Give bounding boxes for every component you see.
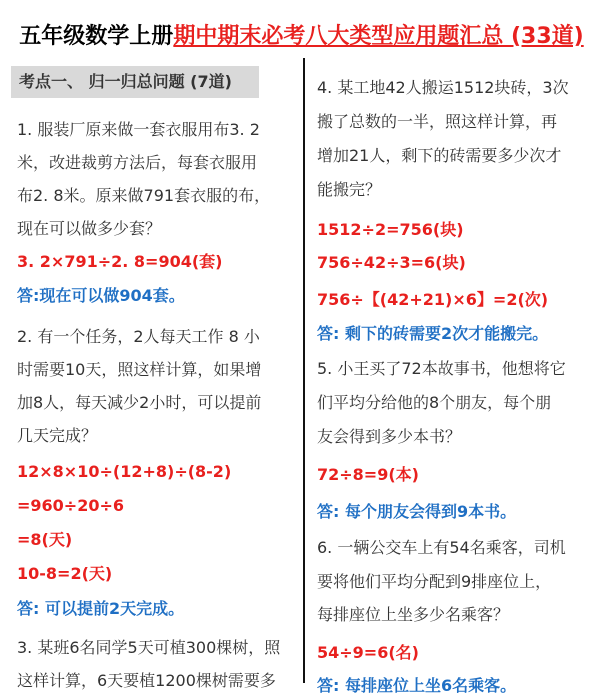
left-line-ans: 答:现在可以做904套。	[17, 286, 185, 305]
left-line-q: 现在可以做多少套？	[17, 219, 162, 238]
title-topic: 期中期末必考八大类型应用题汇总 (33道)	[173, 24, 584, 49]
page-title	[0, 22, 603, 52]
right-line-q: 要将他们平均分配到9排座位上，	[317, 572, 552, 591]
right-line-ans: 答: 每个朋友会得到9本书。	[317, 502, 517, 521]
right-line-q: 能搬完？	[317, 180, 382, 199]
left-line-q: 布2. 8米。原来做791套衣服的布，	[17, 186, 271, 205]
right-line-ans: 答: 剩下的砖需要2次才能搬完。	[317, 324, 549, 343]
section-heading: 考点一、 归一归总问题 (7道)	[11, 66, 259, 98]
right-line-calc: 1512÷2=756(块)	[317, 220, 464, 239]
left-line-ans: 答: 可以提前2天完成。	[17, 599, 185, 618]
right-line-q: 友会得到多少本书？	[317, 427, 462, 446]
left-line-q: 2. 有一个任务，2人每天工作 8 小	[17, 327, 260, 346]
right-line-calc: 72÷8=9(本)	[317, 465, 419, 484]
right-line-q: 们平均分给他的8个朋友，每个朋	[317, 393, 552, 412]
left-line-q: 几天完成？	[17, 426, 98, 445]
right-line-q: 搬了总数的一半，照这样计算，再	[317, 112, 558, 131]
right-line-q: 每排座位上坐多少名乘客？	[317, 605, 510, 624]
title-grade: 五年级数学上册	[19, 24, 174, 49]
left-line-calc: 3. 2×791÷2. 8=904(套)	[17, 252, 223, 271]
column-divider	[303, 58, 305, 683]
left-line-q: 时需要10天，照这样计算，如果增	[17, 360, 262, 379]
left-line-calc: =960÷20÷6	[17, 496, 125, 515]
right-line-q: 6. 一辆公交车上有54名乘客，司机	[317, 538, 566, 557]
left-line-calc: 12×8×10÷(12+8)÷(8-2)	[17, 462, 232, 481]
right-line-q: 5. 小王买了72本故事书，他想将它	[317, 359, 566, 378]
right-line-q: 4. 某工地42人搬运1512块砖，3次	[317, 78, 569, 97]
right-line-q: 增加21人，剩下的砖需要多少次才	[317, 146, 562, 165]
left-line-q: 3. 某班6名同学5天可植300棵树，照	[17, 638, 281, 657]
left-line-q: 1. 服装厂原来做一套衣服用布3. 2	[17, 120, 260, 139]
right-line-calc: 756÷42÷3=6(块)	[317, 253, 466, 272]
left-line-q: 这样计算，6天要植1200棵树需要多	[17, 671, 276, 690]
right-line-calc: 756÷【(42+21)×6】=2(次)	[317, 290, 549, 309]
left-line-q: 米，改进裁剪方法后，每套衣服用	[17, 153, 258, 172]
right-line-calc: 54÷9=6(名)	[317, 643, 419, 662]
left-line-calc: 10-8=2(天)	[17, 564, 113, 583]
left-line-calc: =8(天)	[17, 530, 73, 549]
right-line-ans: 答: 每排座位上坐6名乘客。	[317, 676, 517, 695]
left-line-q: 加8人，每天减少2小时，可以提前	[17, 393, 262, 412]
